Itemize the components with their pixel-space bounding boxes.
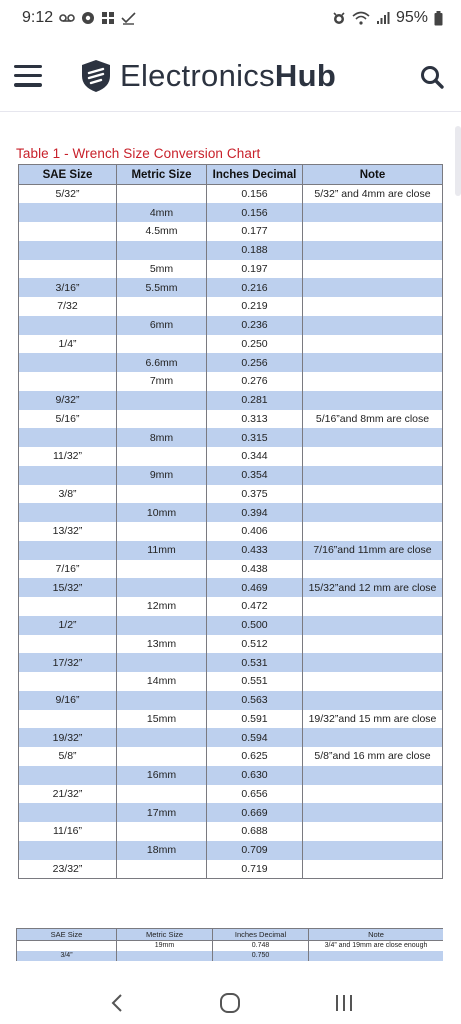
table-cell: 0.469 (207, 578, 303, 597)
table-header-row (19, 165, 443, 185)
table-cell (117, 410, 207, 429)
second-table-preview (16, 928, 443, 964)
table-cell: 9mm (117, 466, 207, 485)
column-header: SAE Size (19, 165, 117, 185)
table-row (19, 297, 443, 316)
column-header: Metric Size (117, 929, 213, 941)
table-cell: 0.216 (207, 278, 303, 297)
column-header: Inches Decimal (213, 929, 309, 941)
table-cell (17, 941, 117, 951)
voicemail-icon (59, 13, 75, 23)
status-time: 9:12 (22, 9, 54, 26)
wifi-icon (352, 11, 370, 25)
table-cell: 0.156 (207, 185, 303, 204)
table-cell: 17mm (117, 803, 207, 822)
table-cell: 0.313 (207, 410, 303, 429)
table-cell (303, 485, 443, 504)
table-cell: 5/16”and 8mm are close (303, 410, 443, 429)
table-cell: 19mm (117, 941, 213, 951)
table-cell: 19/32”and 15 mm are close (303, 710, 443, 729)
table-cell: 10mm (117, 503, 207, 522)
table-cell: 11/16” (19, 822, 117, 841)
table-cell: 6mm (117, 316, 207, 335)
table-cell (303, 803, 443, 822)
table-cell: 9/16” (19, 691, 117, 710)
table-cell (303, 597, 443, 616)
table2-row (17, 951, 444, 961)
table-cell: 0.594 (207, 728, 303, 747)
table-row (19, 410, 443, 429)
table-cell: 3/8” (19, 485, 117, 504)
table-cell (303, 841, 443, 860)
table-row (19, 841, 443, 860)
table-cell (19, 316, 117, 335)
table-cell (303, 222, 443, 241)
table-row (19, 691, 443, 710)
table-cell: 0.551 (207, 672, 303, 691)
table-cell: 0.177 (207, 222, 303, 241)
table2-header-row (17, 929, 444, 941)
table-cell: 1/2” (19, 616, 117, 635)
table-cell: 0.406 (207, 522, 303, 541)
article-image (0, 120, 461, 980)
table-cell (117, 653, 207, 672)
table-cell: 12mm (117, 597, 207, 616)
table-cell: 0.236 (207, 316, 303, 335)
table-cell: 0.630 (207, 766, 303, 785)
table-cell: 0.188 (207, 241, 303, 260)
table-cell (117, 560, 207, 579)
table-row (19, 372, 443, 391)
table-cell (19, 428, 117, 447)
table-row (19, 597, 443, 616)
table-cell: 4mm (117, 203, 207, 222)
table-row (19, 672, 443, 691)
column-header: Inches Decimal (207, 165, 303, 185)
search-icon[interactable] (419, 64, 445, 90)
table-row (19, 747, 443, 766)
table-cell (19, 222, 117, 241)
table-cell (309, 951, 444, 961)
table-cell: 5mm (117, 260, 207, 279)
table-cell (117, 616, 207, 635)
table-cell (19, 597, 117, 616)
menu-icon[interactable] (14, 65, 42, 87)
table-cell: 0.375 (207, 485, 303, 504)
table-cell (303, 335, 443, 354)
table-cell (303, 785, 443, 804)
table-cell: 7/16” (19, 560, 117, 579)
table-cell: 0.394 (207, 503, 303, 522)
table-cell (19, 766, 117, 785)
table-cell: 7/16”and 11mm are close (303, 541, 443, 560)
table-row (19, 728, 443, 747)
column-header: Metric Size (117, 165, 207, 185)
table-cell (303, 241, 443, 260)
check-icon (121, 12, 136, 25)
back-icon (110, 993, 124, 1013)
table-cell (303, 203, 443, 222)
table-cell: 17/32” (19, 653, 117, 672)
table-cell (117, 691, 207, 710)
table-cell: 0.531 (207, 653, 303, 672)
table-cell: 0.591 (207, 710, 303, 729)
table-cell: 5/32” and 4mm are close (303, 185, 443, 204)
table-row (19, 710, 443, 729)
table-row (19, 635, 443, 654)
table-row (19, 278, 443, 297)
table-cell (303, 503, 443, 522)
system-nav-bar (0, 982, 461, 1024)
table-cell: 0.688 (207, 822, 303, 841)
table-cell (303, 391, 443, 410)
table-cell (117, 785, 207, 804)
alarm-icon (332, 11, 346, 25)
table-row (19, 485, 443, 504)
table-row (19, 822, 443, 841)
column-header: Note (309, 929, 444, 941)
table-cell (303, 447, 443, 466)
table-cell (303, 672, 443, 691)
table-cell: 9/32” (19, 391, 117, 410)
table-cell: 5/8”and 16 mm are close (303, 747, 443, 766)
table-cell: 0.472 (207, 597, 303, 616)
recents-button[interactable] (329, 988, 359, 1018)
table-cell (117, 241, 207, 260)
table-row (19, 353, 443, 372)
table-cell (117, 391, 207, 410)
table-cell (117, 485, 207, 504)
table-row (19, 391, 443, 410)
table-cell (303, 766, 443, 785)
signal-icon (376, 11, 390, 25)
table-cell: 15mm (117, 710, 207, 729)
brand-logo-link[interactable] (80, 58, 336, 94)
table-cell (303, 822, 443, 841)
table-cell: 0.315 (207, 428, 303, 447)
table-cell (303, 860, 443, 879)
table-cell: 5.5mm (117, 278, 207, 297)
table-row (19, 803, 443, 822)
column-header: Note (303, 165, 443, 185)
table-cell: 3/4” (17, 951, 117, 961)
table-cell (117, 447, 207, 466)
table-row (19, 503, 443, 522)
table-row (19, 260, 443, 279)
status-right (332, 9, 443, 27)
table-cell: 0.156 (207, 203, 303, 222)
table-cell: 13mm (117, 635, 207, 654)
table-row (19, 560, 443, 579)
status-left (22, 9, 136, 27)
table-cell (303, 428, 443, 447)
table-row (19, 185, 443, 204)
table-cell (303, 635, 443, 654)
table-cell: 15/32”and 12 mm are close (303, 578, 443, 597)
table-row (19, 578, 443, 597)
table-cell (19, 672, 117, 691)
table-cell (19, 635, 117, 654)
table-cell: 4.5mm (117, 222, 207, 241)
table-cell (303, 653, 443, 672)
table-cell: 21/32” (19, 785, 117, 804)
table-cell: 0.250 (207, 335, 303, 354)
table-cell (303, 316, 443, 335)
table-cell (303, 353, 443, 372)
battery-icon (434, 11, 443, 26)
table-cell (117, 185, 207, 204)
recents-icon (334, 994, 354, 1012)
table-cell (19, 541, 117, 560)
wrench-size-table-2 (16, 928, 443, 961)
table-cell: 0.669 (207, 803, 303, 822)
table-cell: 0.256 (207, 353, 303, 372)
home-button[interactable] (215, 988, 245, 1018)
table-cell (117, 578, 207, 597)
table-cell (19, 260, 117, 279)
table-cell (303, 260, 443, 279)
table-cell (303, 522, 443, 541)
table-cell: 11mm (117, 541, 207, 560)
table-row (19, 428, 443, 447)
table-cell: 0.276 (207, 372, 303, 391)
table-cell (303, 372, 443, 391)
table-cell: 0.197 (207, 260, 303, 279)
table-cell: 1/4” (19, 335, 117, 354)
table-cell: 14mm (117, 672, 207, 691)
table-cell (303, 691, 443, 710)
table-cell: 16mm (117, 766, 207, 785)
table-cell: 15/32” (19, 578, 117, 597)
table-row (19, 203, 443, 222)
table-row (19, 222, 443, 241)
table-cell (117, 747, 207, 766)
table-row (19, 616, 443, 635)
table-cell (303, 466, 443, 485)
settings-icon (81, 11, 95, 25)
table-row (19, 522, 443, 541)
table-cell (19, 710, 117, 729)
table-cell: 5/8” (19, 747, 117, 766)
table-cell: 19/32” (19, 728, 117, 747)
table-row (19, 860, 443, 879)
battery-percent: 95% (395, 9, 428, 26)
table-cell: 5/32” (19, 185, 117, 204)
table-cell (19, 372, 117, 391)
shield-logo-icon (80, 59, 112, 93)
table-cell: 0.748 (213, 941, 309, 951)
table-cell: 0.433 (207, 541, 303, 560)
table-cell (303, 616, 443, 635)
table-cell: 3/16” (19, 278, 117, 297)
table-cell: 7mm (117, 372, 207, 391)
table-cell (19, 203, 117, 222)
table-cell: 5/16” (19, 410, 117, 429)
table-row (19, 316, 443, 335)
brand-name: ElectronicsHub (120, 57, 337, 93)
table-row (19, 241, 443, 260)
table-cell: 0.438 (207, 560, 303, 579)
table-cell (19, 466, 117, 485)
table-cell: 0.656 (207, 785, 303, 804)
table-cell (303, 728, 443, 747)
table-cell (117, 728, 207, 747)
table-cell: 0.354 (207, 466, 303, 485)
scroll-indicator (455, 126, 461, 196)
table-cell (19, 503, 117, 522)
table-cell (303, 297, 443, 316)
table-cell (303, 278, 443, 297)
table-cell (117, 297, 207, 316)
table-cell: 0.709 (207, 841, 303, 860)
table-row (19, 785, 443, 804)
table-cell: 0.500 (207, 616, 303, 635)
table-cell: 0.563 (207, 691, 303, 710)
table-cell: 0.512 (207, 635, 303, 654)
table-cell: 0.344 (207, 447, 303, 466)
wrench-size-table (18, 164, 443, 879)
site-header (0, 40, 461, 112)
table-cell: 0.719 (207, 860, 303, 879)
table-cell: 18mm (117, 841, 207, 860)
table-cell (303, 560, 443, 579)
table-cell: 6.6mm (117, 353, 207, 372)
table-cell (117, 335, 207, 354)
table-row (19, 766, 443, 785)
home-icon (219, 992, 241, 1014)
table-cell (117, 860, 207, 879)
gallery-icon (101, 11, 115, 25)
table-cell: 8mm (117, 428, 207, 447)
status-bar (0, 0, 461, 36)
table-row (19, 541, 443, 560)
table-cell: 13/32” (19, 522, 117, 541)
table-cell (19, 353, 117, 372)
column-header: SAE Size (17, 929, 117, 941)
table-title: Table 1 - Wrench Size Conversion Chart (16, 146, 261, 161)
back-button[interactable] (102, 988, 132, 1018)
table-cell (19, 241, 117, 260)
table-cell: 11/32” (19, 447, 117, 466)
table-row (19, 653, 443, 672)
table-cell: 0.219 (207, 297, 303, 316)
table-cell (19, 803, 117, 822)
table-cell (117, 522, 207, 541)
table-cell: 0.625 (207, 747, 303, 766)
table-cell: 0.281 (207, 391, 303, 410)
table-row (19, 466, 443, 485)
table-cell (117, 822, 207, 841)
table-cell: 3/4” and 19mm are close enough (309, 941, 444, 951)
table-row (19, 335, 443, 354)
table-cell (19, 841, 117, 860)
table-cell: 7/32 (19, 297, 117, 316)
table-cell: 23/32” (19, 860, 117, 879)
table2-row (17, 941, 444, 951)
table-cell (117, 951, 213, 961)
table-cell: 0.750 (213, 951, 309, 961)
table-row (19, 447, 443, 466)
